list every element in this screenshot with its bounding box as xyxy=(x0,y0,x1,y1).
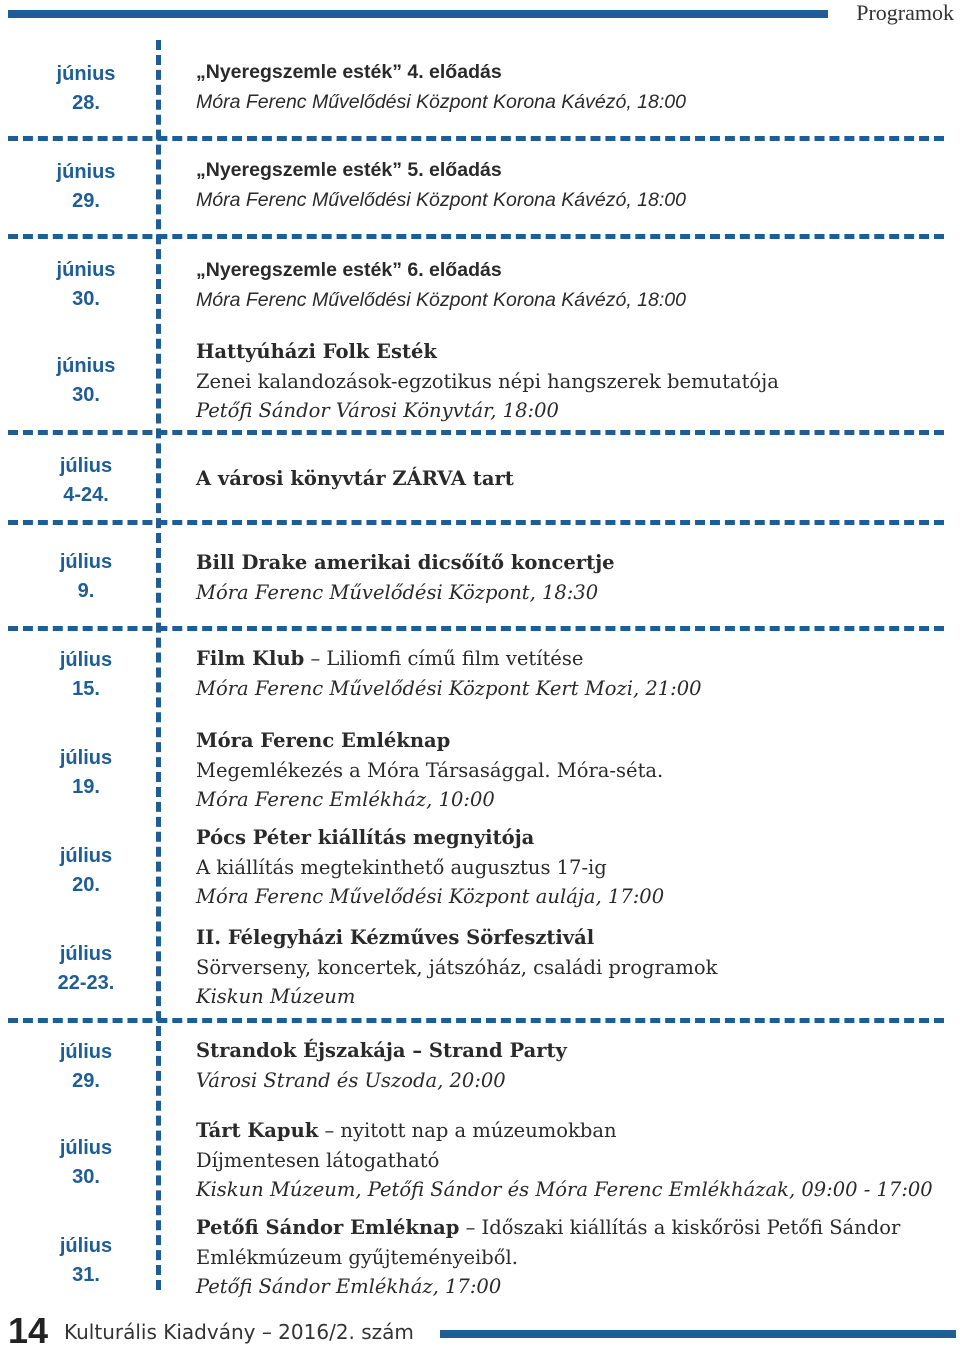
event-date: június 30. xyxy=(56,259,116,310)
section-title: Programok xyxy=(856,0,954,25)
separator xyxy=(8,1018,944,1023)
event-date: július 15. xyxy=(59,649,113,700)
event xyxy=(196,337,946,426)
event-date: június 30. xyxy=(56,355,116,406)
event-description: Sörverseny, koncertek, játszóház, családi programok xyxy=(196,955,718,979)
event-date: július 20. xyxy=(59,845,113,896)
event-venue: Móra Ferenc Művelődési Központ Korona Kávézó, 18:00 xyxy=(196,90,686,113)
event-date: július 9. xyxy=(59,551,113,602)
event xyxy=(196,256,946,315)
event-title: Móra Ferenc Emléknap xyxy=(196,729,451,752)
header-bar xyxy=(8,10,828,18)
event-venue: Móra Ferenc Művelődési Központ Kert Mozi, 21:00 xyxy=(196,676,702,700)
page-number: 14 xyxy=(8,1310,49,1351)
event-subtitle: – Liliomfi című film vetítése xyxy=(304,647,584,670)
event-description: Díjmentesen látogatható xyxy=(196,1148,440,1172)
event-title: Tárt Kapuk xyxy=(196,1119,319,1142)
event-venue: Móra Ferenc Művelődési Központ, 18:30 xyxy=(196,580,599,604)
event-title: Pócs Péter kiállítás megnyitója xyxy=(196,826,535,849)
event xyxy=(196,726,946,815)
separator xyxy=(8,520,944,525)
event-title: Petőfi Sándor Emléknap xyxy=(196,1216,460,1239)
timeline-divider xyxy=(156,40,161,1290)
event-title: „Nyeregszemle esték” 6. előadás xyxy=(196,259,502,281)
event-subtitle: – nyitott nap a múzeumokban xyxy=(318,1119,617,1142)
event-description: Emlékmúzeum gyűjteményeiből. xyxy=(196,1245,518,1269)
event-date: július 31. xyxy=(59,1235,113,1286)
event-description: Zenei kalandozások-egzotikus népi hangszerek bemutatója xyxy=(196,369,779,393)
separator xyxy=(8,136,944,141)
event xyxy=(196,464,946,494)
event xyxy=(196,923,946,1012)
event xyxy=(196,1036,946,1095)
separator xyxy=(8,234,944,239)
event xyxy=(196,823,946,912)
event-title: Bill Drake amerikai dicsőítő koncertje xyxy=(196,551,615,574)
separator xyxy=(8,626,944,631)
event-venue: Móra Ferenc Művelődési Központ Korona Kávézó, 18:00 xyxy=(196,288,686,311)
separator xyxy=(8,430,944,435)
event-venue: Móra Ferenc Művelődési Központ aulája, 17:00 xyxy=(196,885,665,908)
event-venue: Kiskun Múzeum, Petőfi Sándor és Móra Ferenc Emlékházak, 09:00 - 17:00 xyxy=(196,1178,933,1201)
event-date: június 28. xyxy=(56,63,116,114)
event-date: július 22-23. xyxy=(57,943,115,994)
event-date: július 4-24. xyxy=(59,455,113,506)
event-description: A kiállítás megtekinthető augusztus 17-ig xyxy=(196,855,607,879)
event-venue: Petőfi Sándor Emlékház, 17:00 xyxy=(196,1275,502,1298)
event-title: „Nyeregszemle esték” 5. előadás xyxy=(196,159,502,181)
event-date: július 19. xyxy=(59,747,113,798)
event-venue: Petőfi Sándor Városi Könyvtár, 18:00 xyxy=(196,399,559,422)
event xyxy=(196,156,946,215)
event-title: II. Félegyházi Kézműves Sörfesztivál xyxy=(196,926,595,949)
event-venue: Móra Ferenc Emlékház, 10:00 xyxy=(196,788,495,811)
event-venue: Móra Ferenc Művelődési Központ Korona Kávézó, 18:00 xyxy=(196,188,686,211)
event-title: Hattyúházi Folk Esték xyxy=(196,340,437,363)
event xyxy=(196,1116,946,1205)
event-title: A városi könyvtár ZÁRVA tart xyxy=(196,467,514,490)
event xyxy=(196,548,946,607)
publication-title: Kulturális Kiadvány – 2016/2. szám xyxy=(64,1320,414,1344)
event xyxy=(196,58,946,117)
event xyxy=(196,644,946,703)
event-date: július 30. xyxy=(59,1137,113,1188)
event-venue: Kiskun Múzeum xyxy=(196,985,356,1008)
event-title: Strandok Éjszakája – Strand Party xyxy=(196,1039,567,1062)
footer-bar xyxy=(440,1330,956,1338)
event-date: július 29. xyxy=(59,1041,113,1092)
event xyxy=(196,1213,946,1302)
event-title: „Nyeregszemle esték” 4. előadás xyxy=(196,61,502,83)
event-title: Film Klub xyxy=(196,647,305,670)
event-date: június 29. xyxy=(56,161,116,212)
event-description: Megemlékezés a Móra Társasággal. Móra-séta. xyxy=(196,758,664,782)
event-subtitle: – Időszaki kiállítás a kiskőrösi Petőfi Sándor xyxy=(459,1216,901,1239)
event-venue: Városi Strand és Uszoda, 20:00 xyxy=(196,1068,506,1092)
